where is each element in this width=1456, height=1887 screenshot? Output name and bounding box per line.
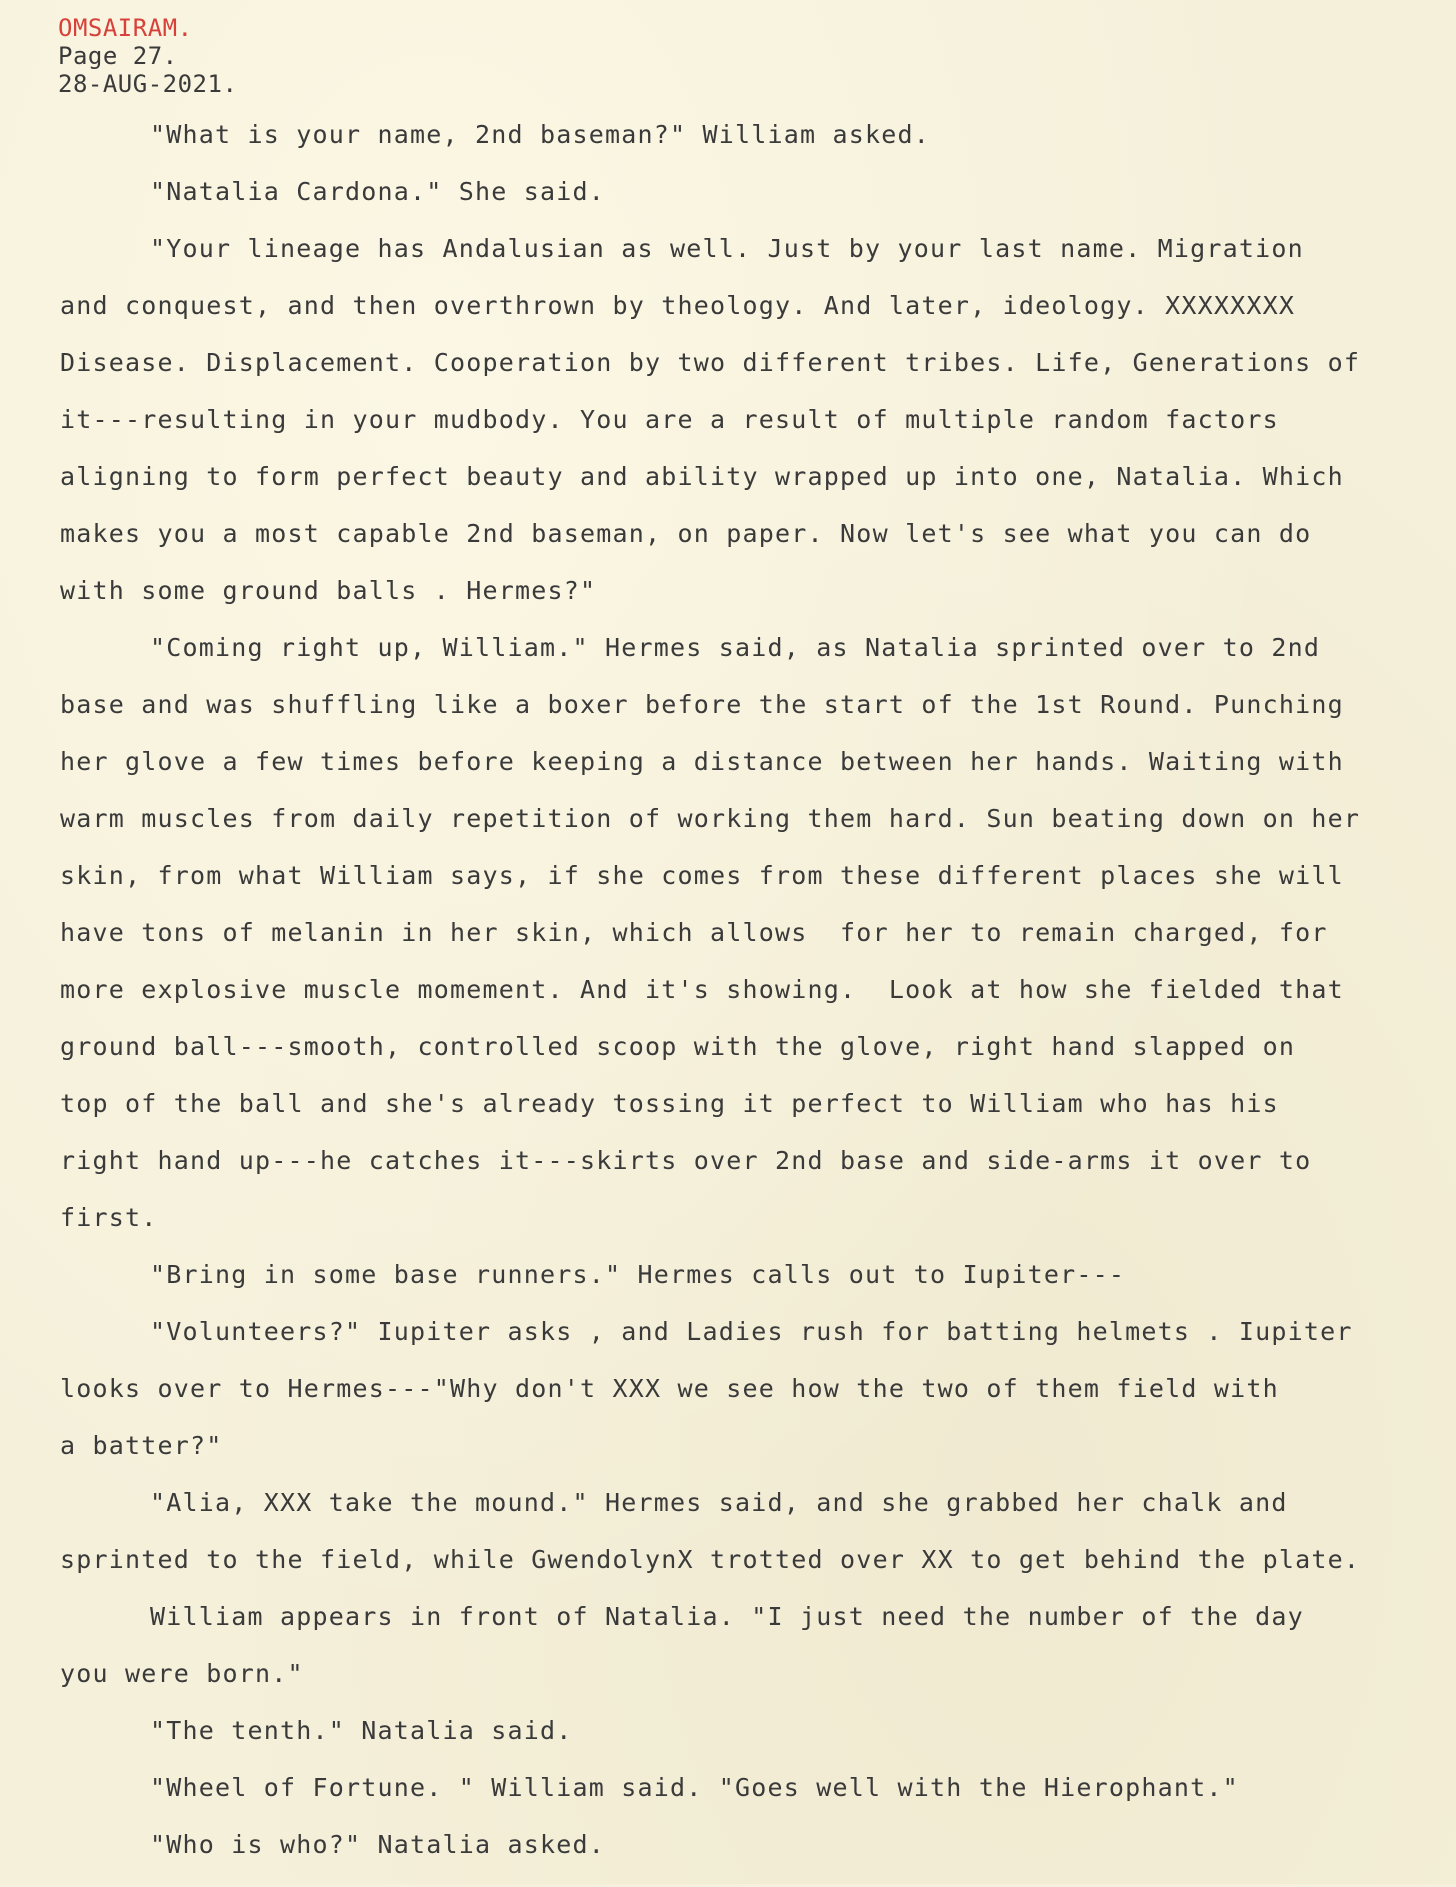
text-line: it---resulting in your mudbody. You are a result of multiple random factors: [60, 405, 1279, 434]
text-line: "What is your name, 2nd baseman?" William asked.: [150, 120, 931, 149]
text-line: "The tenth." Natalia said.: [150, 1716, 573, 1745]
text-line: first.: [60, 1203, 158, 1232]
text-line: you were born.": [60, 1659, 304, 1688]
page-header: [58, 14, 237, 98]
text-line: "Volunteers?" Iupiter asks , and Ladies rush for batting helmets . Iupiter: [150, 1317, 1353, 1346]
text-line: "Coming right up, William." Hermes said, as Natalia sprinted over to 2nd: [150, 633, 1321, 662]
text-line: "Who is who?" Natalia asked.: [150, 1830, 606, 1859]
text-line: base and was shuffling like a boxer before the start of the 1st Round. Punching: [60, 690, 1344, 719]
header-title: OMSAIRAM.: [58, 14, 193, 42]
header-page-number: Page 27.: [58, 42, 178, 70]
text-line: her glove a few times before keeping a distance between her hands. Waiting with: [60, 747, 1344, 776]
text-line: "Alia, XXX take the mound." Hermes said, and she grabbed her chalk and: [150, 1488, 1288, 1517]
text-line: skin, from what William says, if she comes from these different places she will: [60, 861, 1344, 890]
text-line: have tons of melanin in her skin, which allows for her to remain charged, for: [60, 918, 1328, 947]
text-line: "Wheel of Fortune. " William said. "Goes well with the Hierophant.": [150, 1773, 1239, 1802]
text-line: ground ball---smooth, controlled scoop with the glove, right hand slapped on: [60, 1032, 1296, 1061]
text-line: sprinted to the field, while GwendolynX trotted over XX to get behind the plate.: [60, 1545, 1361, 1574]
text-line: "Bring in some base runners." Hermes calls out to Iupiter---: [150, 1260, 1126, 1289]
text-line: Disease. Displacement. Cooperation by two different tribes. Life, Generations of: [60, 348, 1361, 377]
text-line: "Your lineage has Andalusian as well. Just by your last name. Migration: [150, 234, 1304, 263]
text-line: a batter?": [60, 1431, 223, 1460]
text-line: more explosive muscle momement. And it's showing. Look at how she fielded that: [60, 975, 1344, 1004]
text-line: with some ground balls . Hermes?": [60, 576, 597, 605]
manuscript-body: [60, 120, 1430, 1887]
text-line: makes you a most capable 2nd baseman, on paper. Now let's see what you can do: [60, 519, 1312, 548]
header-date: 28-AUG-2021.: [58, 70, 238, 98]
text-line: right hand up---he catches it---skirts over 2nd base and side-arms it over to: [60, 1146, 1312, 1175]
text-line: warm muscles from daily repetition of working them hard. Sun beating down on her: [60, 804, 1361, 833]
text-line: aligning to form perfect beauty and ability wrapped up into one, Natalia. Which: [60, 462, 1344, 491]
text-line: looks over to Hermes---"Why don't XXX we see how the two of them field with: [60, 1374, 1279, 1403]
text-line: top of the ball and she's already tossing it perfect to William who has his: [60, 1089, 1279, 1118]
text-line: and conquest, and then overthrown by theology. And later, ideology. XXXXXXXX: [60, 291, 1296, 320]
text-line: "Natalia Cardona." She said.: [150, 177, 606, 206]
text-line: William appears in front of Natalia. "I just need the number of the day: [150, 1602, 1304, 1631]
